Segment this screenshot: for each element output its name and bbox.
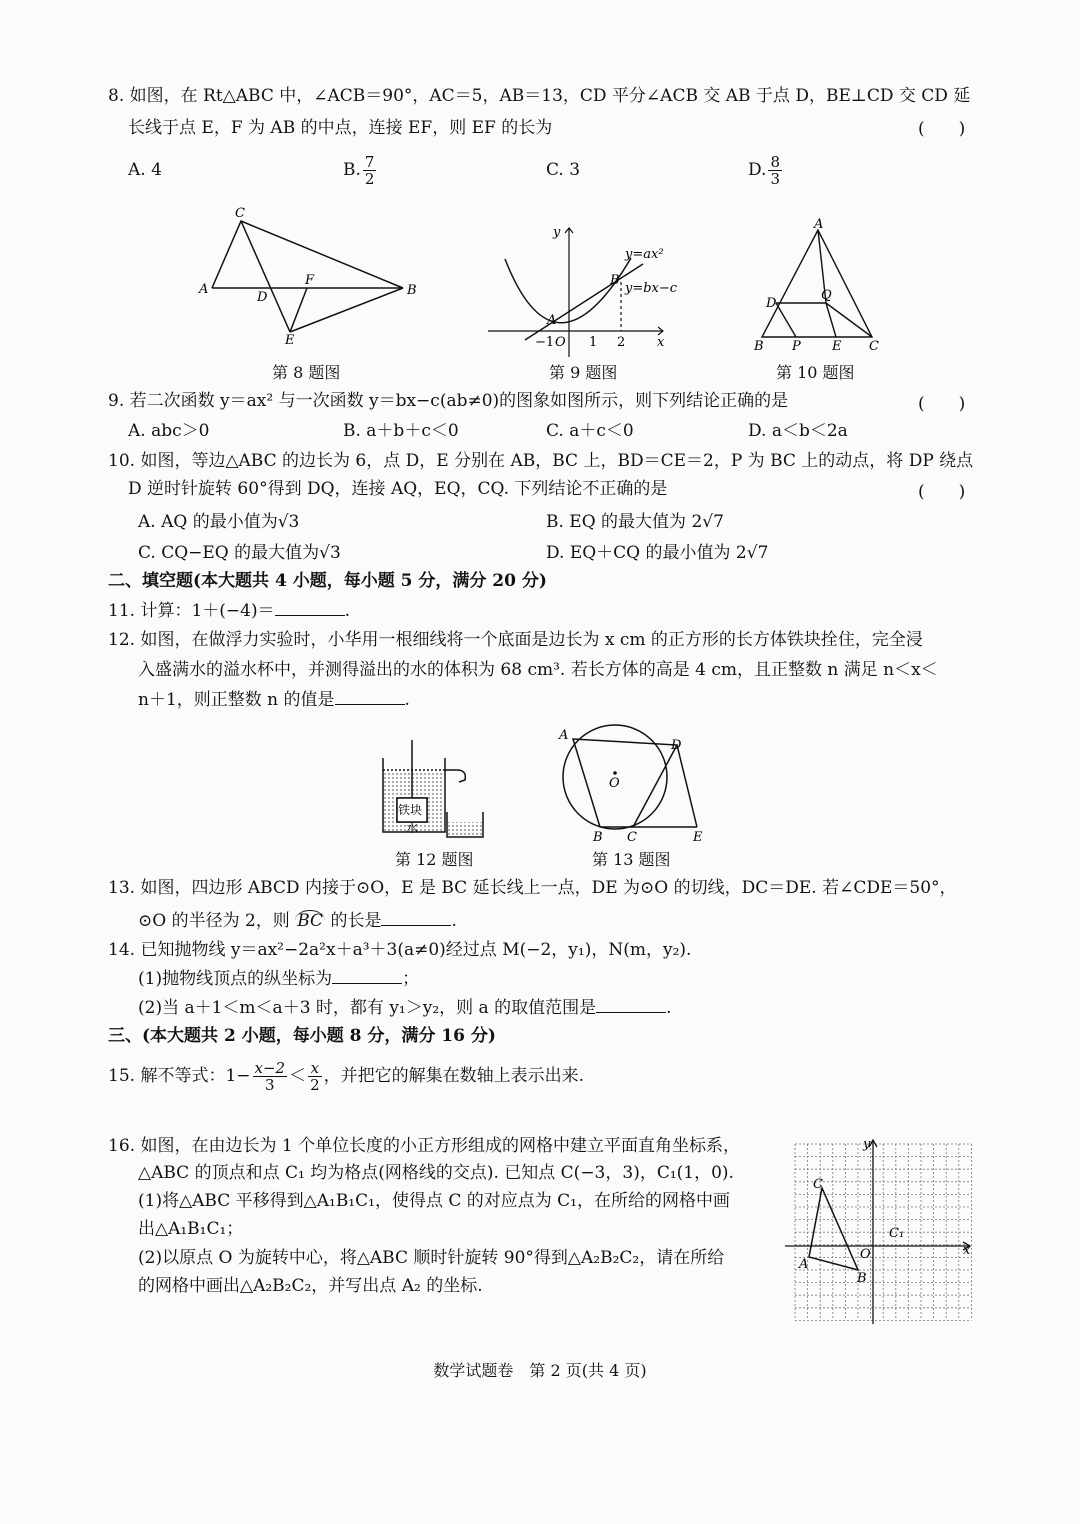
q8-option-d-fraction	[768, 154, 782, 187]
fig13-label-a: A	[559, 728, 569, 743]
figure-9	[483, 222, 683, 362]
fig8-label-c: C	[235, 206, 245, 221]
fig13-line-de	[677, 745, 697, 827]
q15-num-1: x−2	[254, 1059, 286, 1077]
fig8-label-e: E	[285, 333, 295, 348]
fig13-label-d: D	[671, 738, 682, 753]
q11	[108, 599, 350, 623]
q11-answer-blank[interactable]	[275, 599, 345, 616]
section-3-heading: 三、(本大题共 2 小题，每小题 8 分，满分 16 分)	[108, 1026, 496, 1046]
fig13-caption: 第 13 题图	[592, 850, 671, 869]
q9-option-a: A. abc＞0	[128, 421, 210, 441]
fig10-label-a: A	[814, 217, 824, 232]
fig9-label-y: y	[553, 225, 561, 240]
q8-option-c: C. 3	[546, 160, 581, 180]
q15	[108, 1056, 584, 1096]
q9-line1: 9. 若二次函数 y＝ax² 与一次函数 y＝bx−c(ab≠0)的图象如图所示，则下列结论正确的是	[108, 391, 789, 411]
q15-prefix: 15. 解不等式：1−	[108, 1066, 251, 1086]
q10-option-b: B. EQ 的最大值为 2√7	[546, 512, 724, 532]
fig8-line-fe	[290, 288, 307, 332]
q9-bracket: ( )	[918, 394, 966, 414]
q10-option-a: A. AQ 的最小值为√3	[138, 512, 300, 532]
fig8-label-f: F	[305, 273, 315, 288]
q16-line1: 16. 如图，在由边长为 1 个单位长度的小正方形组成的网格中建立平面直角坐标系，	[108, 1136, 741, 1156]
q15-suffix: ，并把它的解集在数轴上表示出来.	[323, 1066, 585, 1086]
q15-fraction-1	[253, 1060, 288, 1093]
fig16-label-y: y	[863, 1137, 871, 1152]
q13-answer-blank[interactable]	[381, 909, 451, 926]
fig13-label-o: O	[609, 776, 620, 791]
q12-answer-blank[interactable]	[335, 688, 405, 705]
fig10-label-p: P	[792, 339, 801, 354]
q14-line3	[138, 996, 672, 1020]
q14-line2-end: ；	[402, 969, 420, 989]
q8-option-d-label: D.	[748, 160, 767, 180]
fig10-label-b: B	[754, 339, 764, 354]
q12-end: .	[404, 690, 410, 710]
fig8-caption: 第 8 题图	[272, 363, 341, 382]
q15-lt: ＜	[289, 1066, 307, 1086]
fig10-caption: 第 10 题图	[776, 363, 855, 382]
fig9-caption: 第 9 题图	[549, 363, 618, 382]
q13-arc-bc: BC	[297, 911, 324, 931]
q10-bracket: ( )	[918, 482, 966, 502]
fig9-curve-label: y=ax²	[625, 247, 664, 262]
q8-option-b-num: 7	[364, 153, 375, 171]
fig9-label-x: x	[657, 335, 665, 350]
fig8-label-d: D	[257, 290, 268, 305]
q9-option-b: B. a＋b＋c＜0	[343, 421, 459, 441]
q8-option-d	[748, 150, 784, 190]
fig9-label-a: A	[547, 313, 557, 328]
fig10-triangle-abc	[762, 230, 872, 337]
fig12-block-label: 铁块	[398, 803, 423, 817]
figure-12	[375, 740, 495, 840]
q9-option-c: C. a＋c＜0	[546, 421, 634, 441]
fig9-label-o: O	[555, 335, 566, 350]
fig10-label-e: E	[832, 339, 842, 354]
q16-line3: (1)将△ABC 平移得到△A₁B₁C₁，使得点 C 的对应点为 C₁，在所给的网格中画	[138, 1191, 730, 1211]
fig9-label-b: B	[610, 273, 620, 288]
q10-option-d: D. EQ＋CQ 的最小值为 2√7	[546, 543, 769, 563]
q8-option-b-den: 2	[364, 170, 375, 188]
q13-line2-b: 的长是	[330, 911, 382, 931]
q13-end: .	[451, 911, 457, 931]
q11-text: 11. 计算：1＋(−4)＝	[108, 601, 275, 621]
q8-option-d-den: 3	[770, 170, 780, 188]
q8-option-b-label: B.	[343, 160, 361, 180]
fig9-tick-1: 1	[589, 335, 598, 350]
q8-line1: 8. 如图，在 Rt△ABC 中，∠ACB＝90°，AC＝5，AB＝13，CD 平分∠ACB 交 AB 于点 D，BE⊥CD 交 CD 延	[108, 86, 971, 106]
fig13-label-e: E	[693, 830, 703, 845]
fig16-label-a: A	[799, 1257, 809, 1272]
figure-16-grid[interactable]	[785, 1138, 985, 1328]
fig12-water-label: 水	[406, 821, 419, 835]
fig16-label-o: O	[860, 1247, 871, 1262]
q13-line1: 13. 如图，四边形 ABCD 内接于⊙O，E 是 BC 延长线上一点，DE 为⊙O 的切线，DC＝DE. 若∠CDE＝50°，	[108, 878, 957, 898]
q14-part2-blank[interactable]	[596, 996, 666, 1013]
fig12-overflow-water	[448, 822, 482, 836]
fig13-label-c: C	[627, 830, 637, 845]
q15-den-2: 2	[310, 1076, 320, 1094]
q9-option-d: D. a＜b＜2a	[748, 421, 848, 441]
q14-line2	[138, 967, 419, 991]
q12-line2: 入盛满水的溢水杯中，并测得溢出的水的体积为 68 cm³. 若长方体的高是 4 cm，且正整数 n 满足 n＜x＜	[138, 660, 938, 680]
q15-num-2: x	[308, 1060, 322, 1077]
q14-part1-blank[interactable]	[332, 967, 402, 984]
q15-den-1: 3	[265, 1076, 275, 1094]
q8-line2: 长线于点 E，F 为 AB 的中点，连接 EF，则 EF 的长为	[128, 118, 553, 138]
q12-line3	[138, 688, 410, 712]
fig10-line-dp	[776, 303, 796, 337]
section-2-heading: 二、填空题(本大题共 4 小题，每小题 5 分，满分 20 分)	[108, 571, 547, 591]
fig9-tick-m1: −1	[535, 335, 555, 350]
fig8-line-be	[290, 288, 403, 332]
fig10-label-d: D	[766, 296, 777, 311]
q13-line2	[138, 909, 457, 933]
q8-bracket: ( )	[918, 119, 966, 139]
q14-line3-end: .	[666, 998, 672, 1018]
fig9-line	[525, 264, 643, 340]
fig9-tick-2: 2	[617, 335, 626, 350]
q10-line1: 10. 如图，等边△ABC 的边长为 6，点 D，E 分别在 AB，BC 上，BD＝CE＝2，P 为 BC 上的动点，将 DP 绕点	[108, 451, 974, 471]
fig13-label-b: B	[593, 830, 603, 845]
q11-end: .	[344, 601, 350, 621]
fig12-caption: 第 12 题图	[395, 850, 474, 869]
fig13-center-dot	[613, 771, 617, 775]
q8-option-d-num: 8	[770, 153, 780, 171]
fig10-label-q: Q	[821, 288, 832, 303]
fig8-label-b: B	[407, 283, 417, 298]
figure-8	[195, 205, 425, 348]
q12-line1: 12. 如图，在做浮力实验时，小华用一根细线将一个底面是边长为 x cm 的正方形的长方体铁块拴住，完全浸	[108, 630, 923, 650]
q10-option-c: C. CQ−EQ 的最大值为√3	[138, 543, 341, 563]
q14-line3-text: (2)当 a＋1＜m＜a＋3 时，都有 y₁＞y₂，则 a 的取值范围是	[138, 998, 597, 1018]
q8-option-a: A. 4	[128, 160, 162, 180]
q16-line6: 的网格中画出△A₂B₂C₂，并写出点 A₂ 的坐标.	[138, 1276, 483, 1296]
q15-fraction-2	[308, 1060, 322, 1093]
q16-line4: 出△A₁B₁C₁；	[138, 1219, 244, 1239]
fig16-label-c: C	[813, 1177, 823, 1192]
q16-line5: (2)以原点 O 为旋转中心，将△ABC 顺时针旋转 90°得到△A₂B₂C₂，请在所给	[138, 1248, 725, 1268]
page-footer: 数学试题卷 第 2 页(共 4 页)	[433, 1361, 647, 1380]
q12-line3-text: n＋1，则正整数 n 的值是	[138, 690, 335, 710]
figure-10	[748, 217, 888, 357]
q8-option-b-fraction	[363, 154, 377, 187]
q10-line2: D 逆时针旋转 60°得到 DQ，连接 AQ，EQ，CQ. 下列结论不正确的是	[128, 479, 668, 499]
fig8-label-a: A	[199, 282, 209, 297]
figure-13	[555, 725, 715, 845]
fig9-line-label: y=bx−c	[625, 281, 678, 296]
q14-line1: 14. 已知抛物线 y＝ax²−2a²x＋a³＋3(a≠0)经过点 M(−2，y₁)，N(m，y₂).	[108, 940, 692, 960]
q13-line2-a: ⊙O 的半径为 2，则	[138, 911, 290, 931]
fig10-line-cq	[826, 303, 872, 337]
q16-line2: △ABC 的顶点和点 C₁ 均为格点(网格线的交点). 已知点 C(−3，3)，C₁(1，0).	[138, 1163, 734, 1183]
fig16-label-b: B	[857, 1271, 867, 1286]
q8-option-b	[343, 150, 378, 190]
q14-line2-text: (1)抛物线顶点的纵坐标为	[138, 969, 333, 989]
fig16-label-c1: C₁	[889, 1226, 905, 1241]
fig10-label-c: C	[869, 339, 879, 354]
fig10-line-eq	[826, 303, 836, 337]
fig16-label-x: x	[963, 1243, 971, 1258]
fig12-spout	[445, 770, 465, 782]
